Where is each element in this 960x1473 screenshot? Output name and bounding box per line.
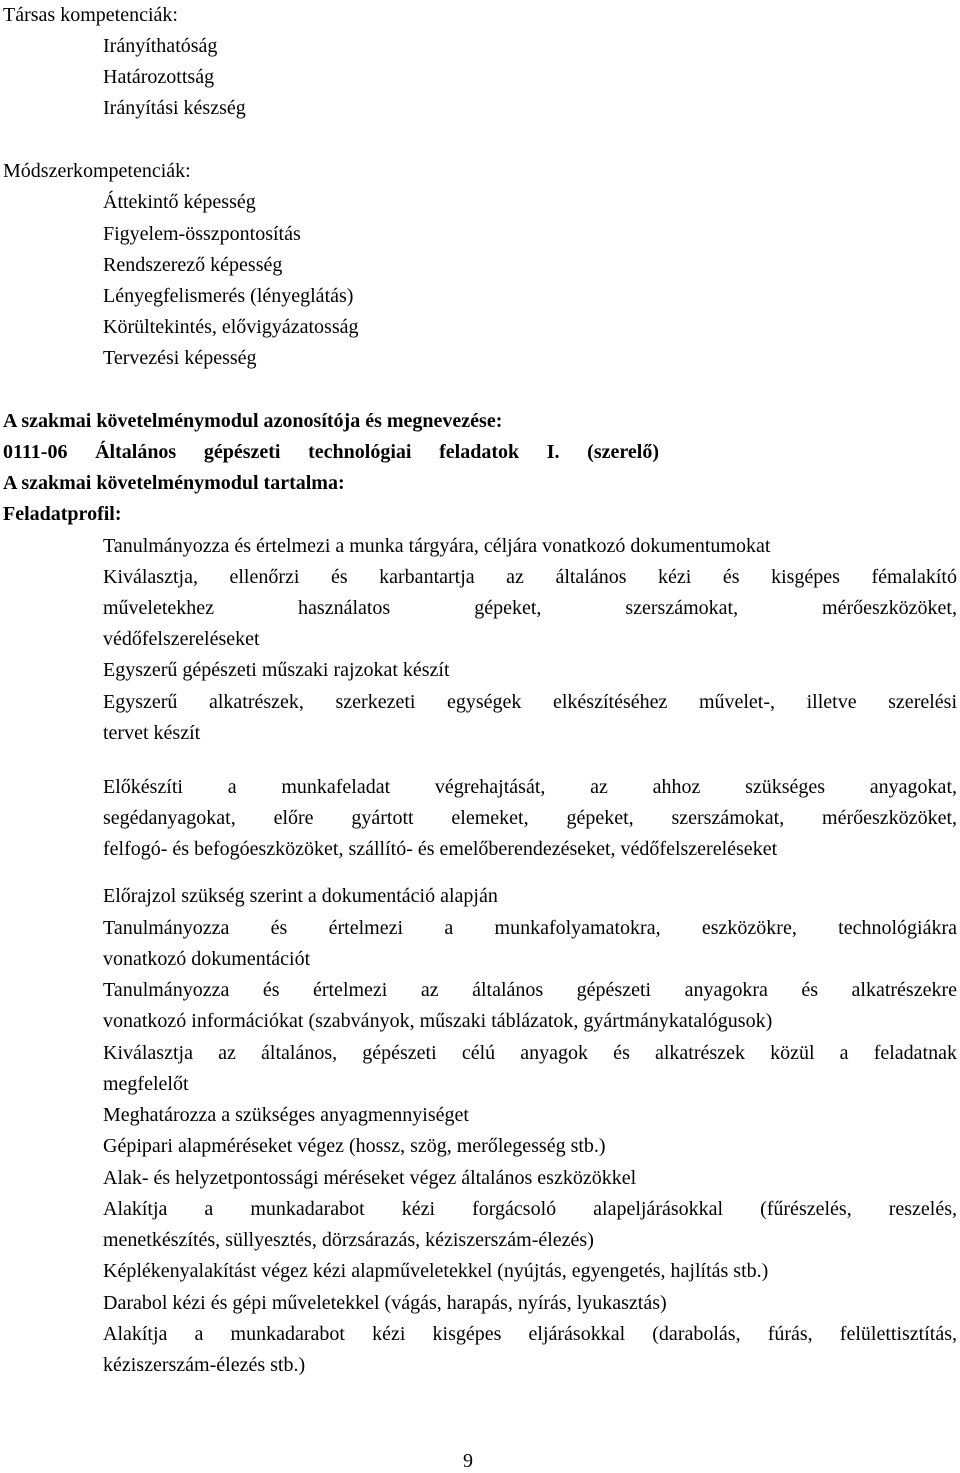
task-line-12: Tanulmányozza és értelmezi a munkafolyamatokra, eszközökre, technológiákra (103, 917, 957, 939)
task-line-15: vonatkozó információkat (szabványok, műszaki táblázatok, gyártmánykatalógusok) (103, 1010, 773, 1032)
social-item-2: Határozottság (103, 66, 215, 88)
task-line-10: felfogó- és befogóeszközöket, szállító- és emelőberendezéseket, védőfelszereléseket (103, 838, 778, 860)
method-item-3: Rendszerező képesség (103, 254, 283, 276)
method-item-5: Körültekintés, elővigyázatosság (103, 316, 359, 338)
social-item-3: Irányítási készség (103, 97, 246, 119)
task-line-16: Kiválasztja az általános, gépészeti célú anyagok és alkatrészek közül a feladatnak (103, 1042, 957, 1064)
method-item-1: Áttekintő képesség (103, 191, 256, 213)
task-line-11: Előrajzol szükség szerint a dokumentáció alapján (103, 885, 498, 907)
task-line-17: megfelelőt (103, 1073, 189, 1095)
module-content-label: A szakmai követelménymodul tartalma: (3, 472, 345, 494)
method-item-2: Figyelem-összpontosítás (103, 223, 301, 245)
social-competencies-heading: Társas kompetenciák: (3, 4, 178, 26)
task-line-2: Kiválasztja, ellenőrzi és karbantartja az általános kézi és kisgépes fémalakító (103, 566, 957, 588)
method-item-4: Lényegfelismerés (lényeglátás) (103, 285, 354, 307)
task-line-26: kéziszerszám-élezés stb.) (103, 1354, 306, 1376)
task-line-1: Tanulmányozza és értelmezi a munka tárgyára, céljára vonatkozó dokumentumokat (103, 535, 771, 557)
task-line-6: Egyszerű alkatrészek, szerkezeti egységek elkészítéséhez művelet-, illetve szerelési (103, 691, 957, 713)
task-line-13: vonatkozó dokumentációt (103, 948, 311, 970)
social-item-1: Irányíthatóság (103, 35, 218, 57)
method-competencies-heading: Módszerkompetenciák: (3, 160, 191, 182)
task-line-25: Alakítja a munkadarabot kézi kisgépes eljárásokkal (darabolás, fúrás, felülettisztítás, (103, 1323, 957, 1345)
task-line-24: Darabol kézi és gépi műveletekkel (vágás, harapás, nyírás, lyukasztás) (103, 1292, 667, 1314)
task-line-18: Meghatározza a szükséges anyagmennyiséget (103, 1104, 469, 1126)
task-line-21: Alakítja a munkadarabot kézi forgácsoló alapeljárásokkal (fűrészelés, reszelés, (103, 1198, 957, 1220)
task-line-4: védőfelszereléseket (103, 628, 260, 650)
module-id-label: A szakmai követelménymodul azonosítója és megnevezése: (3, 410, 503, 432)
method-item-6: Tervezési képesség (103, 347, 257, 369)
task-line-19: Gépipari alapméréseket végez (hossz, szög, merőlegesség stb.) (103, 1135, 606, 1157)
module-id-line: 0111-06 Általános gépészeti technológiai feladatok I. (szerelő) (3, 441, 659, 463)
task-line-7: tervet készít (103, 722, 201, 744)
task-line-23: Képlékenyalakítást végez kézi alapműveletekkel (nyújtás, egyengetés, hajlítás stb.) (103, 1260, 769, 1282)
page-number: 9 (463, 1450, 473, 1472)
task-line-22: menetkészítés, süllyesztés, dörzsárazás, kéziszerszám-élezés) (103, 1229, 594, 1251)
task-line-14: Tanulmányozza és értelmezi az általános gépészeti anyagokra és alkatrészekre (103, 979, 957, 1001)
task-line-20: Alak- és helyzetpontossági méréseket végez általános eszközökkel (103, 1167, 637, 1189)
task-line-3: műveletekhez használatos gépeket, szerszámokat, mérőeszközöket, (103, 597, 957, 619)
task-line-9: segédanyagokat, előre gyártott elemeket, gépeket, szerszámokat, mérőeszközöket, (103, 807, 957, 829)
task-line-8: Előkészíti a munkafeladat végrehajtását, az ahhoz szükséges anyagokat, (103, 776, 957, 798)
task-line-5: Egyszerű gépészeti műszaki rajzokat készít (103, 659, 450, 681)
task-profile-label: Feladatprofil: (3, 503, 122, 525)
